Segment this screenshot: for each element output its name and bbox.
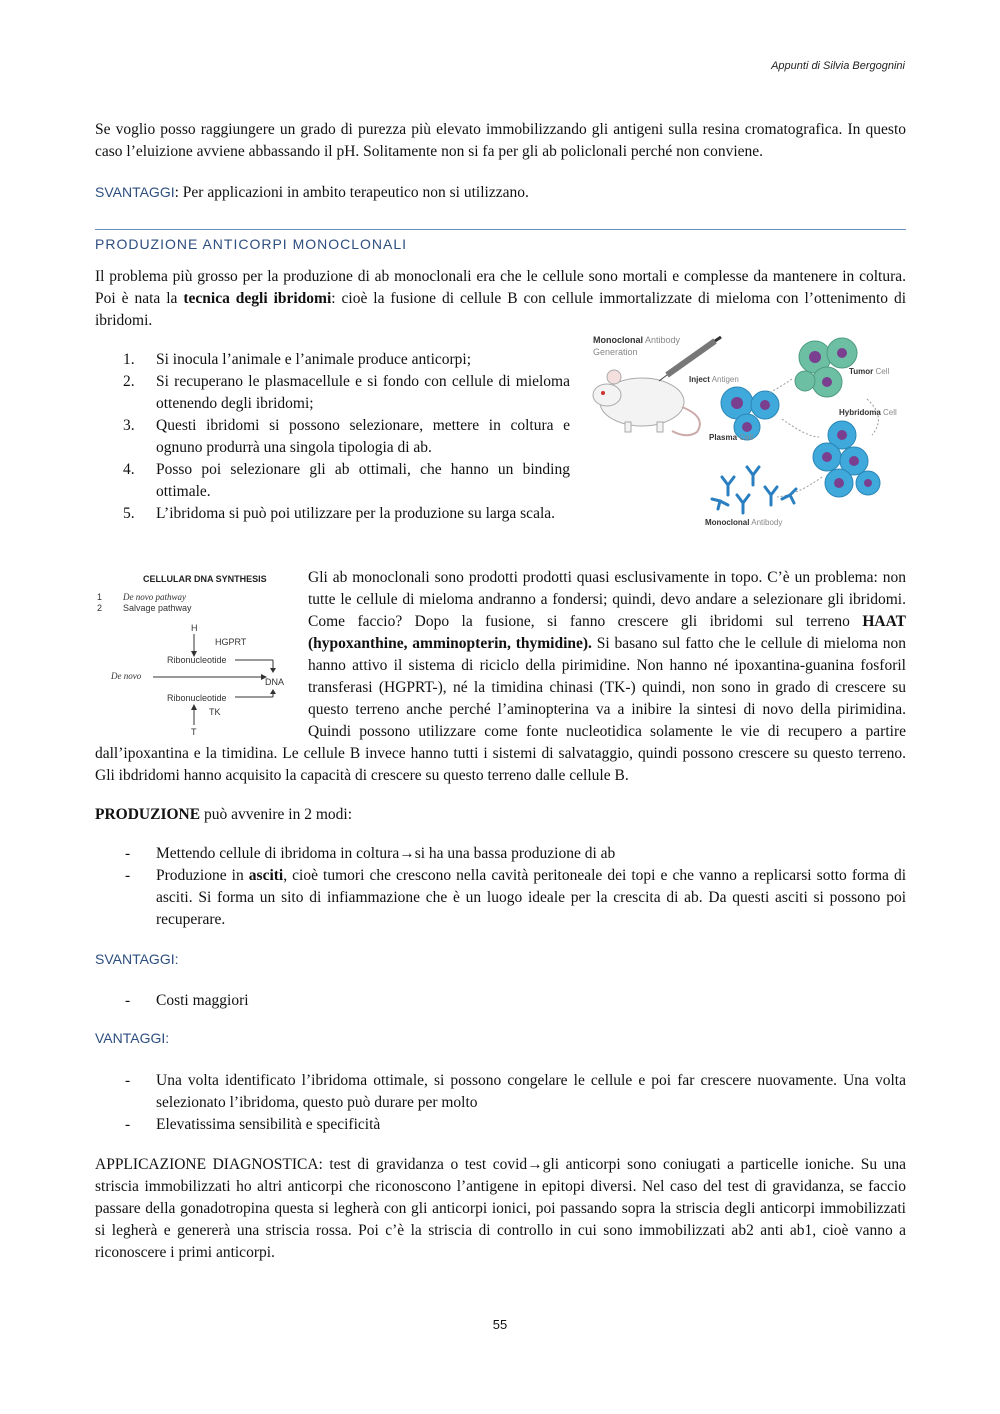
svantaggi-heading-2 <box>95 951 179 969</box>
intro-after: : cioè la fusione di cellule B con cellule immortalizzate di mieloma con l’ottenimento di ibridomi. <box>95 290 907 329</box>
list-dash: - <box>125 992 131 1009</box>
step-number: 5. <box>123 505 135 522</box>
svantaggi-list <box>95 990 906 1012</box>
haat-text-1: Gli ab monoclonali sono prodotti prodotti quasi esclusivamente in topo. C’è un problema: non tutte le cellule di mieloma andranno a fondersi; quindi, devo andare a selezionare gli ibridomi. Come faccio? Dopo la fusione, si fanno crescere gli ibridomi sul terreno <box>308 569 906 630</box>
label-tk: TK <box>209 707 221 717</box>
app-text: APPLICAZIONE DIAGNOSTICA: test di gravidanza o test covid <box>95 1156 528 1173</box>
item-text: Produzione in <box>156 867 249 884</box>
step-number: 3. <box>123 417 135 434</box>
list-item <box>95 865 906 931</box>
plasma-label: Plasma Cell <box>709 433 754 442</box>
item-text: Mettendo cellule di ibridoma in coltura <box>156 845 400 862</box>
label-ribonucleotide-1: Ribonucleotide <box>167 655 227 665</box>
step-number: 2. <box>123 373 135 390</box>
section-divider <box>95 229 906 230</box>
step-text: Posso poi selezionare gli ab ottimali, che hanno un binding ottimale. <box>156 461 570 500</box>
tumor-label: Tumor Cell <box>849 367 890 376</box>
list-dash: - <box>125 1072 131 1089</box>
svantaggi-text: : Per applicazioni in ambito terapeutico non si utilizzano. <box>174 184 529 201</box>
produzione-bold: PRODUZIONE <box>95 806 201 823</box>
list-dash: - <box>125 867 131 884</box>
dna-diagram <box>95 567 305 739</box>
mab-diagram <box>587 327 905 531</box>
list-item <box>95 371 570 415</box>
svantaggi-label-2: SVANTAGGI <box>95 951 175 967</box>
legend-denovo: De novo pathway <box>123 592 186 602</box>
list-dash: - <box>125 1116 131 1133</box>
intro-before: Il problema più grosso per la produzione di ab monoclonali era che le cellule sono mortali e complesse da mantenere in coltura. Poi è nata la <box>95 268 906 307</box>
section-title: PRODUZIONE ANTICORPI MONOCLONALI <box>95 236 408 252</box>
inject-label: Inject Antigen <box>689 375 739 384</box>
intro-paragraph <box>95 266 906 332</box>
step-text: Si recuperano le plasmacellule e si fondo con cellule di mieloma ottenendo degli ibridomi; <box>156 373 570 412</box>
arrow-icon: → <box>527 1156 543 1173</box>
hybridoma-cells-icon <box>813 421 880 497</box>
steps-list <box>95 349 570 525</box>
item-text: Elevatissima sensibilità e specificità <box>156 1116 381 1133</box>
haat-text-2: Si basano sul fatto che le cellule di mieloma non hanno attivo il sistema di riciclo della pirimidine. Non hanno né ipoxantina-guanina fosforil transferasi (HGPRT-), né la timidina chinasi (TK-) quindi, non sono in grado di crescere su questo terreno anche perché l’aminopterina va a inibire la sintesi di novo della pirimidina. Quindi possono utilizzare come fonte nucleotidica solamente le vie di recupero a partire dall’ipoxantina e la timidina. Le cellule B invece hanno tutti i sistemi di salvataggio, quindi possono crescere su questo terreno. Gli ibdridomi hanno acquisito la capacità di crescere su questo terreno dalle cellule B. <box>95 635 906 784</box>
step-text: Questi ibridomi si possono selezionare, mettere in coltura e ognuno produrrà una singola tipologia di ab. <box>156 417 570 456</box>
label-h: H <box>191 623 198 633</box>
list-item <box>95 843 906 865</box>
label-ribonucleotide-2: Ribonucleotide <box>167 693 227 703</box>
app-text: gli anticorpi sono coniugati a particelle ioniche. Su una striscia immobilizzati ho altri anticorpi che riconoscono l’antigene in epitopi diversi. Nel caso del test di gravidanza, se faccio passare della gonadotropina questa si legherà con gli anticorpi ionici, poi passando sopra la striscia degli anticorpi immobilizzati si legherà e genererà una striscia rossa. Poi c’è la striscia di controllo in cui sono immobilizzati ab2 anti ab1, cioè vanno a riconoscere i primi anticorpi. <box>95 1156 907 1261</box>
colon: : <box>174 951 179 967</box>
list-item <box>95 459 570 503</box>
vantaggi-list <box>95 1070 906 1136</box>
list-item <box>95 1114 906 1136</box>
step-text: Si inocula l’animale e l’animale produce anticorpi; <box>156 351 472 368</box>
item-text: , cioè tumori che crescono nella cavità peritoneale dei topi e che vanno a replicarsi sotto forma di asciti. Si forma un sito di infiammazione che è un luogo ideale per la crescita di ab. Da questi asciti si possono poi recuperare. <box>156 867 906 928</box>
label-hgprt: HGPRT <box>215 637 247 647</box>
label-t: T <box>191 727 197 737</box>
mab-title: Monoclonal Antibody <box>593 335 681 345</box>
produzione-list <box>95 843 906 931</box>
legend-num-2: 2 <box>97 603 103 613</box>
applicazione-paragraph <box>95 1154 906 1264</box>
step-number: 4. <box>123 461 135 478</box>
paragraph-purezza: Se voglio posso raggiungere un grado di purezza più elevato immobilizzando gli antigeni sulla resina cromatografica. In questo caso l’eluizione avviene abbassando il pH. Solitamente non si fa per gli ab policlonali perché non conviene. <box>95 121 906 160</box>
antibody-icons <box>712 467 796 513</box>
item-text: Una volta identificato l’ibridoma ottimale, si possono congelare le cellule e poi far crescere nuovamente. Una volta selezionato l’ibridoma, questo può durare per molto <box>156 1072 906 1111</box>
mouse-icon <box>593 370 700 435</box>
vantaggi-heading <box>95 1030 169 1048</box>
antibody-label: Monoclonal Antibody <box>705 518 783 527</box>
svantaggi-label: SVANTAGGI <box>95 184 175 200</box>
mab-title-line2: Generation <box>593 347 638 357</box>
item-text: si ha una bassa produzione di ab <box>414 845 616 862</box>
monoclonal-antibody-figure <box>587 327 905 531</box>
colon: : <box>165 1030 170 1046</box>
label-dna: DNA <box>265 677 285 687</box>
haat-paragraph <box>95 567 906 787</box>
legend-num-1: 1 <box>97 592 103 602</box>
step-number: 1. <box>123 351 135 368</box>
haat-bold: HAAT (hypoxanthine, amminopterin, thymidine). <box>308 613 906 652</box>
legend-salvage: Salvage pathway <box>123 603 192 613</box>
produzione-heading <box>95 804 906 826</box>
item-bold: asciti <box>248 867 284 884</box>
list-dash: - <box>125 845 131 862</box>
hybridoma-label: Hybridoma Cell <box>839 408 897 417</box>
list-item <box>95 990 906 1012</box>
list-item <box>95 1070 906 1114</box>
dna-synthesis-figure <box>95 567 305 739</box>
svantaggi-line-1 <box>95 181 906 204</box>
label-denovo: De novo <box>111 671 142 681</box>
page-number: 55 <box>492 1317 508 1332</box>
dna-figure-title: CELLULAR DNA SYNTHESIS <box>143 574 267 584</box>
produzione-rest: può avvenire in 2 modi: <box>200 806 353 823</box>
tumor-cells-icon <box>795 338 857 397</box>
vantaggi-label: VANTAGGI <box>95 1030 166 1046</box>
page-header: Appunti di Silvia Bergognini <box>771 60 905 72</box>
arrow-icon: → <box>399 845 415 862</box>
list-item <box>95 415 570 459</box>
list-item <box>95 349 570 371</box>
step-text: L’ibridoma si può poi utilizzare per la produzione su larga scala. <box>156 505 556 522</box>
intro-bold: tecnica degli ibridomi <box>183 290 332 307</box>
item-text: Costi maggiori <box>156 992 249 1009</box>
list-item <box>95 503 570 525</box>
